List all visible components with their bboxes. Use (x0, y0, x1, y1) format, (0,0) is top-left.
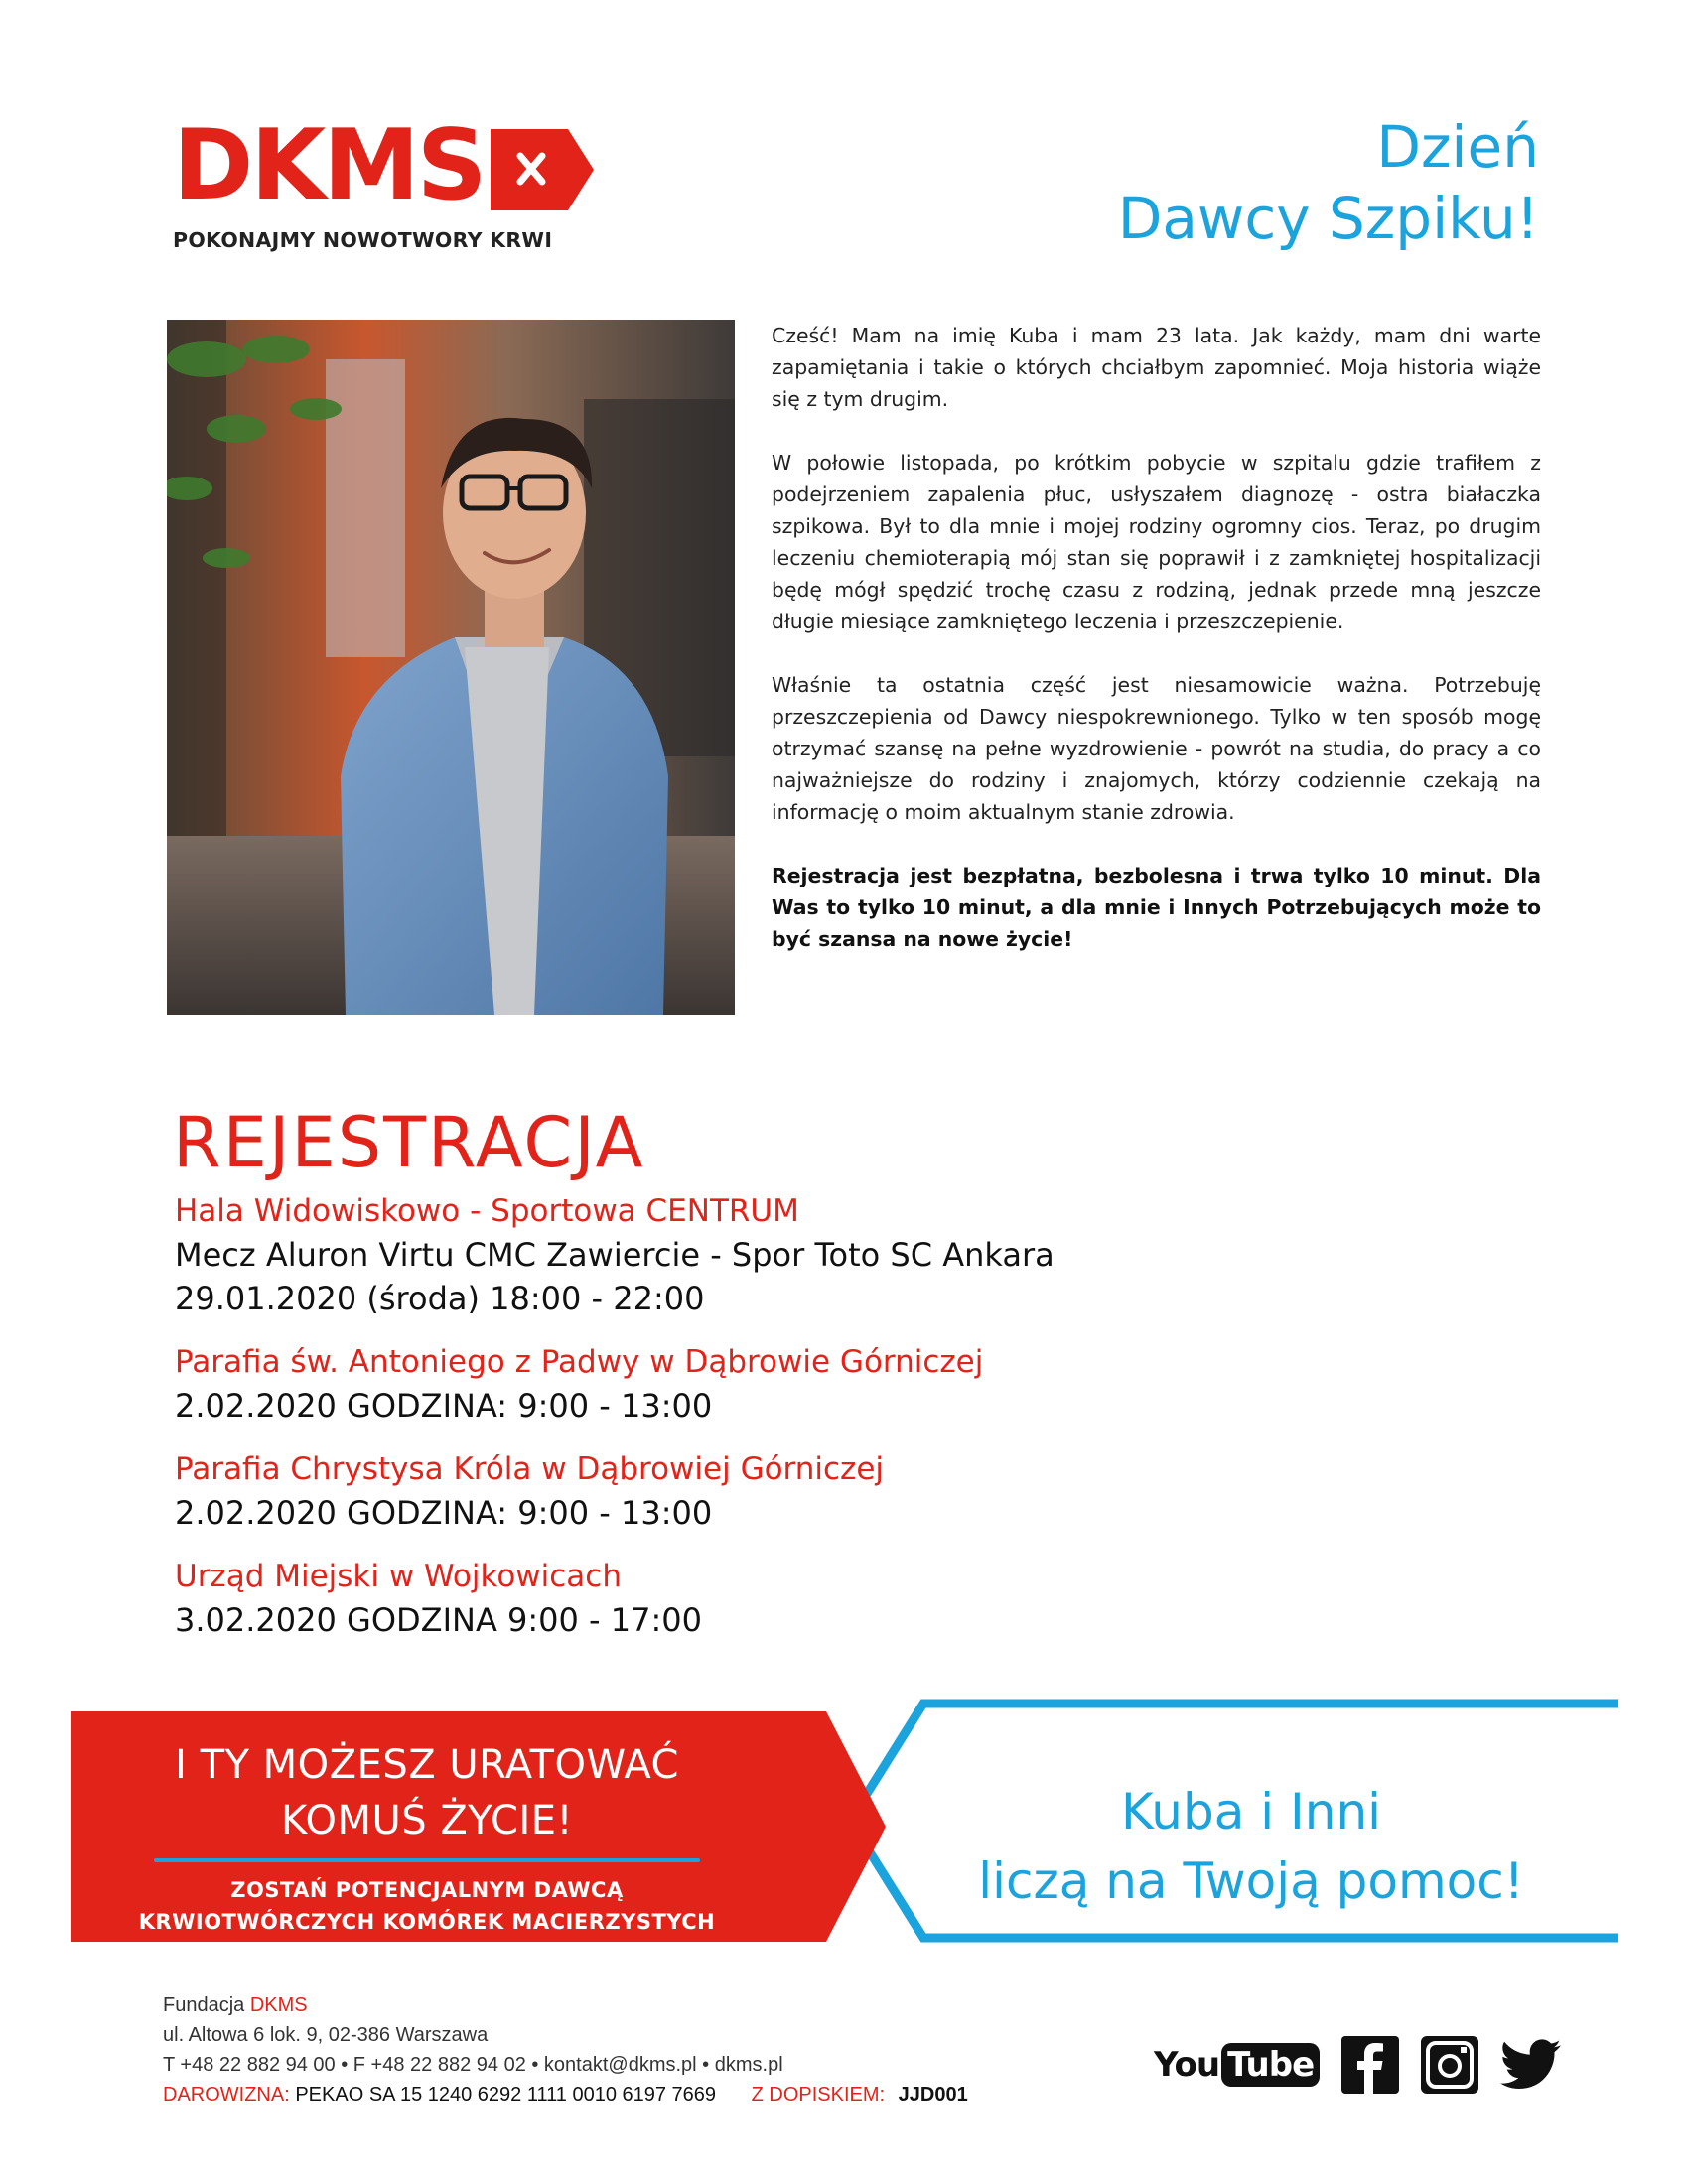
event-venue: Urząd Miejski w Wojkowicach (175, 1559, 622, 1594)
banner-headline-line2: KOMUŚ ŻYCIE! (280, 1798, 574, 1843)
cta-text (923, 1777, 1579, 1916)
footer-foundation-prefix: Fundacja (163, 1994, 245, 2016)
twitter-icon[interactable] (1500, 2039, 1562, 2091)
event-item (175, 1447, 1466, 1535)
portrait-illustration (167, 320, 735, 1015)
banner-divider (154, 1858, 700, 1862)
event-item (175, 1555, 1466, 1642)
event-detail: Mecz Aluron Virtu CMC Zawiercie - Spor Toto SC Ankara (175, 1236, 1055, 1274)
logo-x-tag-icon (491, 129, 594, 210)
donation-label: DAROWIZNA: (163, 2084, 290, 2106)
footer-address: ul. Altowa 6 lok. 9, 02-386 Warszawa (163, 2024, 489, 2046)
story-text (772, 320, 1541, 987)
story-paragraph-4: Rejestracja jest bezpłatna, bezbolesna i trwa tylko 10 minut. Dla Was to tylko 10 minut, a dla mnie i Innych Potrzebujących może to być szansa na nowe życie! (772, 864, 1541, 951)
note-code: JJD001 (898, 2084, 968, 2106)
dkms-logo (173, 109, 600, 252)
footer-contact-line[interactable]: T +48 22 882 94 00 • F +48 22 882 94 02 • kontakt@dkms.pl • dkms.pl (163, 2054, 783, 2076)
footer-foundation-name: DKMS (249, 1994, 308, 2016)
logo-tagline: POKONAJMY NOWOTWORY KRWI (173, 228, 553, 252)
event-date: 3.02.2020 GODZINA 9:00 - 17:00 (175, 1601, 702, 1639)
facebook-icon[interactable] (1341, 2036, 1399, 2094)
event-venue: Parafia Chrystysa Króla w Dąbrowiej Górniczej (175, 1451, 885, 1487)
footer-foundation (163, 1990, 968, 2020)
banner-subtext-line2: KRWIOTWÓRCZYCH KOMÓREK MACIERZYSTYCH (138, 1910, 716, 1934)
story-paragraph-1: Cześć! Mam na imię Kuba i mam 23 lata. Jak każdy, mam dni warte zapamiętania i takie o których chciałbym zapomnieć. Moja historia wiąże się z tym drugim. (772, 324, 1541, 411)
story-paragraph-2: W połowie listopada, po krótkim pobycie w szpitalu gdzie trafiłem z podejrzeniem zapalenia płuc, usłyszałem diagnozę - ostra białaczka szpikowa. Był to dla mnie i mojej rodziny ogromny cios. Teraz, po drugim leczeniu chemioterapią mój stan się poprawił i z zamkniętej hospitalizacji będę mógł spędzić trochę czasu z rodziną, jednak przede mną jeszcze długie miesiące zamkniętego leczenia i przeszczepienie. (772, 451, 1541, 633)
registration-events (175, 1189, 1466, 1662)
social-icons (1154, 2031, 1562, 2099)
event-venue: Parafia św. Antoniego z Padwy w Dąbrowie Górniczej (175, 1344, 984, 1380)
portrait-photo (167, 320, 735, 1015)
banner-headline-line1: I TY MOŻESZ URATOWAĆ (175, 1742, 679, 1788)
headline-line2: Dawcy Szpiku! (1117, 185, 1539, 252)
bank-account: PEKAO SA 15 1240 6292 1111 0010 6197 7669 (295, 2084, 717, 2106)
youtube-you: You (1154, 2045, 1220, 2085)
instagram-icon[interactable] (1421, 2036, 1478, 2094)
event-item (175, 1189, 1466, 1320)
headline (1118, 111, 1539, 254)
event-venue: Hala Widowiskowo - Sportowa CENTRUM (175, 1193, 799, 1229)
headline-line1: Dzień (1376, 113, 1539, 181)
logo-wordmark: DKMS (173, 109, 485, 222)
youtube-icon[interactable] (1154, 2043, 1320, 2087)
banner-subtext-line1: ZOSTAŃ POTENCJALNYM DAWCĄ (230, 1878, 624, 1902)
event-date: 2.02.2020 GODZINA: 9:00 - 13:00 (175, 1494, 713, 1532)
event-date: 2.02.2020 GODZINA: 9:00 - 13:00 (175, 1387, 713, 1425)
footer-donation (163, 2080, 968, 2110)
event-date: 29.01.2020 (środa) 18:00 - 22:00 (175, 1280, 705, 1317)
banner-text (99, 1737, 755, 1938)
youtube-tube: Tube (1221, 2043, 1320, 2087)
footer-contact (163, 1990, 968, 2110)
cta-line1: Kuba i Inni (1120, 1783, 1382, 1841)
event-item (175, 1340, 1466, 1428)
registration-title: REJESTRACJA (173, 1102, 645, 1183)
story-paragraph-3: Właśnie ta ostatnia część jest niesamowicie ważna. Potrzebuję przeszczepienia od Dawcy niespokrewnionego. Tylko w ten sposób mogę otrzymać szansę na pełne wyzdrowienie - powrót na studia, do pracy a co najważniejsze do rodziny i znajomych, którzy codziennie czekają na informację o moim aktualnym stanie zdrowia. (772, 673, 1541, 824)
cta-line2: liczą na Twoją pomoc! (978, 1852, 1524, 1910)
note-label: Z DOPISKIEM: (751, 2084, 886, 2106)
